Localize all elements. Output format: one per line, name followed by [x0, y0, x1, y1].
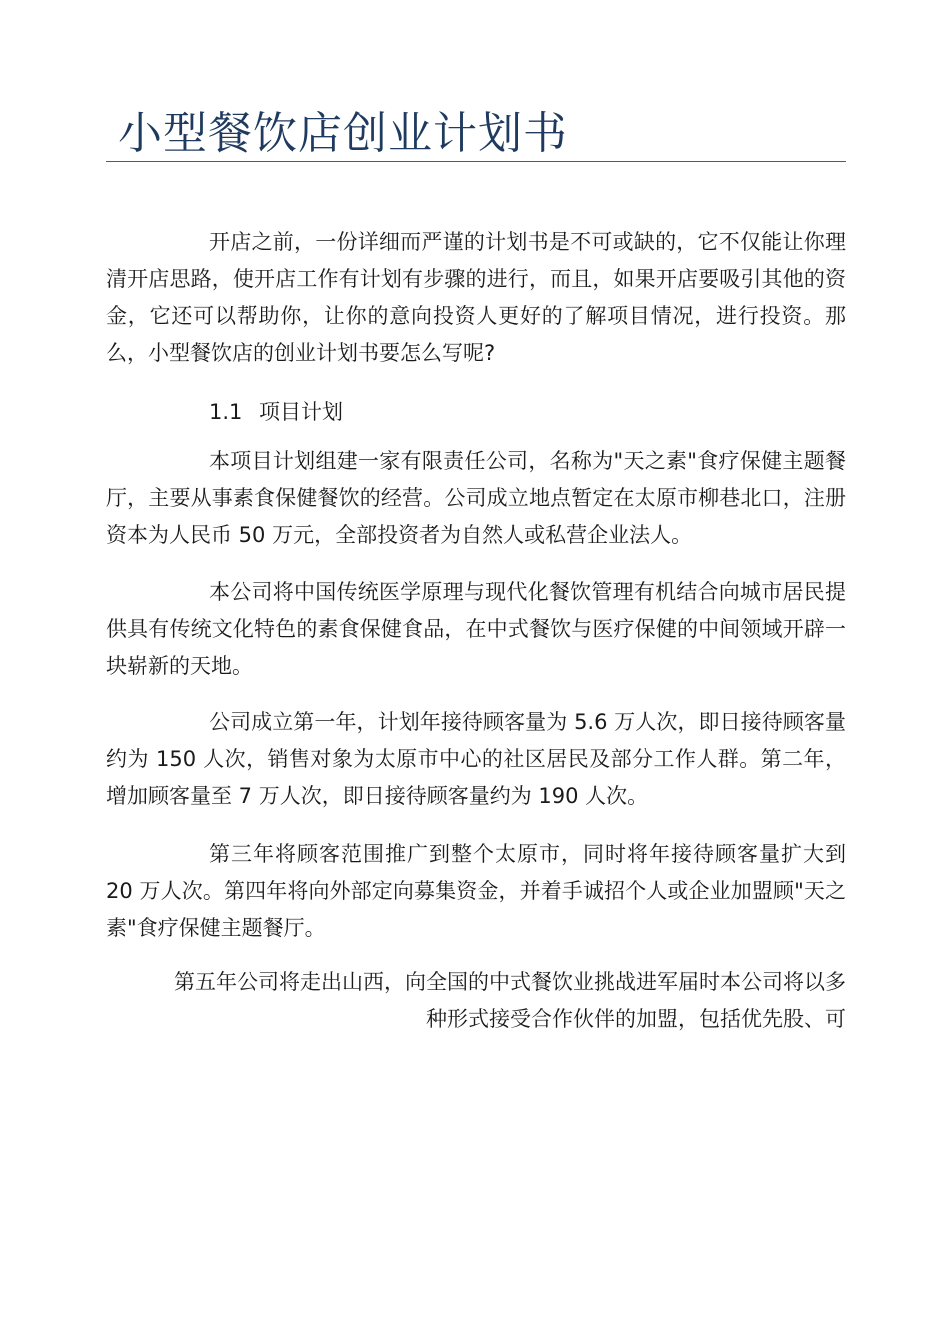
document-title: 小型餐饮店创业计划书 [118, 108, 568, 159]
section-heading [209, 394, 343, 431]
body-paragraph: 本项目计划组建一家有限责任公司，名称为"天之素"食疗保健主题餐厅，主要从事素食保健餐饮的经营。公司成立地点暂定在太原市柳巷北口，注册资本为人民币 50 万元，全部投资者为自然人或私营企业法人。 [106, 449, 846, 547]
body-paragraph: 本公司将中国传统医学原理与现代化餐饮管理有机结合向城市居民提供具有传统文化特色的素食保健食品，在中式餐饮与医疗保健的中间领域开辟一块崭新的天地。 [106, 580, 846, 678]
section-number: 1.1 [209, 400, 243, 424]
body-paragraph-line: 第五年公司将走出山西，向全国的中式餐饮业挑战进军届时本公司将以多 [174, 970, 846, 994]
body-paragraph-line: 种形式接受合作伙伴的加盟，包括优先股、可 [426, 1007, 846, 1031]
body-paragraph: 第三年将顾客范围推广到整个太原市，同时将年接待顾客量扩大到 20 万人次。第四年将向外部定向募集资金，并着手诚招个人或企业加盟顾"天之素"食疗保健主题餐厅。 [106, 842, 846, 940]
body-paragraph: 公司成立第一年，计划年接待顾客量为 5.6 万人次，即日接待顾客量约为 150 人次，销售对象为太原市中心的社区居民及部分工作人群。第二年，增加顾客量至 7 万人次，即日接待顾客量约为 190 人次。 [106, 710, 846, 808]
title-underline [106, 161, 846, 162]
section-title: 项目计划 [259, 400, 343, 424]
intro-paragraph: 开店之前，一份详细而严谨的计划书是不可或缺的，它不仅能让你理清开店思路，使开店工作有计划有步骤的进行，而且，如果开店要吸引其他的资金，它还可以帮助你，让你的意向投资人更好的了解项目情况，进行投资。那么，小型餐饮店的创业计划书要怎么写呢? [106, 230, 846, 365]
